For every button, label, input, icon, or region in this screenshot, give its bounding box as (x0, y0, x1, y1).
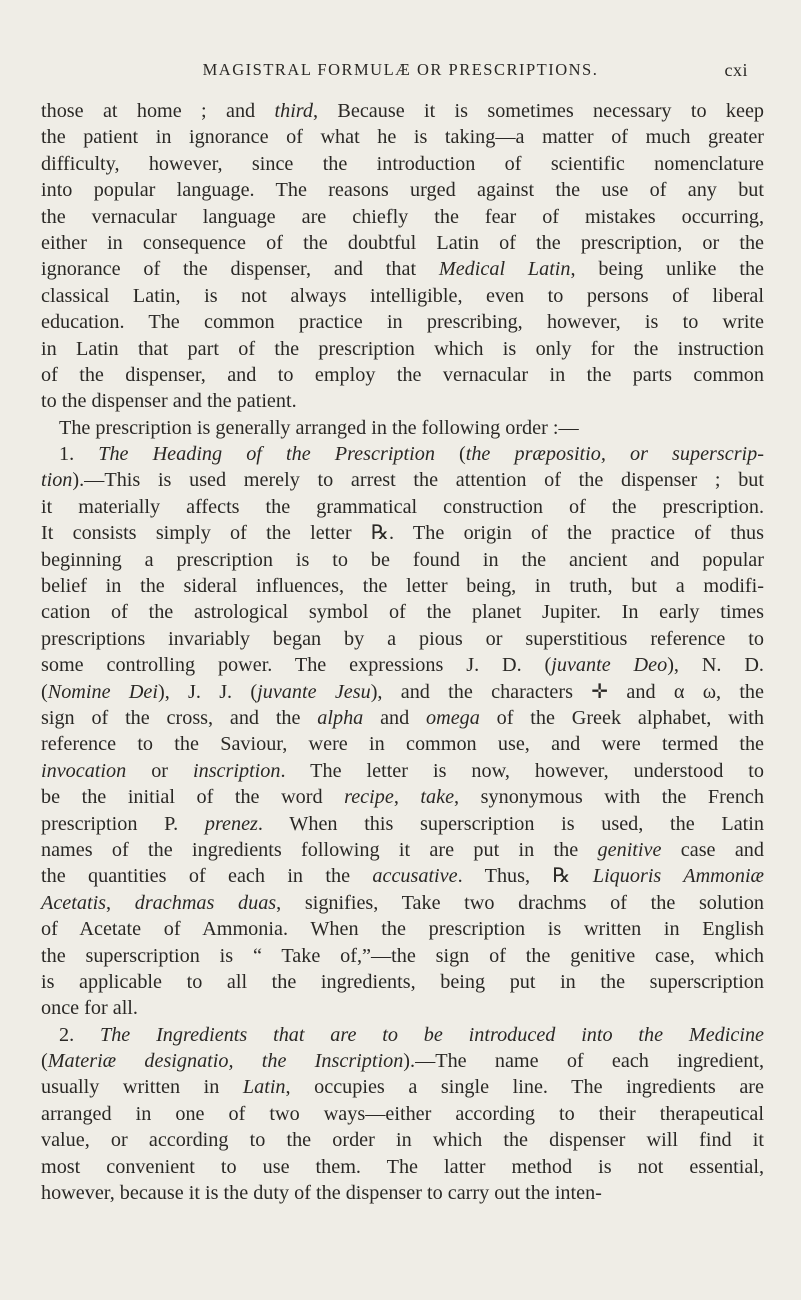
text-line: The prescription is generally arranged in the following order :— (59, 416, 579, 439)
text-line: arranged in one of two ways—either according to their therapeutical (41, 1102, 764, 1125)
text-line: difficulty, however, since the introduction of scientific nomenclature (41, 152, 764, 175)
text-line: it materially affects the grammatical construction of the prescription. (41, 495, 764, 518)
page-number: cxi (724, 60, 748, 80)
text-line: prescriptions invariably began by a pious or superstitious reference to (41, 627, 764, 650)
running-title: MAGISTRAL FORMULÆ OR PRESCRIPTIONS. (202, 60, 599, 79)
text-line: some controlling power. The expressions J. D. (juvante Deo), N. D. (41, 654, 764, 677)
text-line: reference to the Saviour, were in common use, and were termed the (41, 733, 764, 756)
text-line: 1. The Heading of the Prescription (the præpositio, or superscrip- (59, 443, 764, 466)
text-line: the superscription is “ Take of,”—the sign of the genitive case, which (41, 944, 764, 967)
text-line: most convenient to use them. The latter method is not essential, (41, 1155, 764, 1178)
text-line: the quantities of each in the accusative. Thus, ℞ Liquoris Ammoniæ (41, 865, 765, 888)
text-line: once for all. (41, 997, 138, 1020)
text-line: into popular language. The reasons urged against the use of any but (41, 179, 764, 202)
text-line: tion).—This is used merely to arrest the attention of the dispenser ; but (41, 469, 764, 492)
text-line: belief in the sideral influences, the letter being, in truth, but a modifi- (41, 575, 764, 598)
text-line: in Latin that part of the prescription which is only for the instruction (41, 337, 764, 360)
text-line: Acetatis, drachmas duas, signifies, Take two drachms of the solution (41, 891, 765, 914)
text-line: cation of the astrological symbol of the planet Jupiter. In early times (41, 601, 764, 624)
text-line: of Acetate of Ammonia. When the prescription is written in English (41, 918, 764, 941)
text-line: sign of the cross, and the alpha and omega of the Greek alphabet, with (41, 706, 764, 729)
text-line: usually written in Latin, occupies a single line. The ingredients are (41, 1076, 764, 1099)
text-line: the vernacular language are chiefly the fear of mistakes occurring, (41, 205, 764, 228)
text-line: the patient in ignorance of what he is taking—a matter of much greater (41, 126, 764, 149)
text-line: prescription P. prenez. When this superscription is used, the Latin (41, 812, 764, 835)
text-line: of the dispenser, and to employ the vernacular in the parts common (41, 363, 764, 386)
text-line: however, because it is the duty of the dispenser to carry out the inten- (41, 1182, 602, 1205)
text-line: be the initial of the word recipe, take, synonymous with the French (41, 786, 764, 809)
text-line: It consists simply of the letter ℞. The origin of the practice of thus (41, 522, 764, 545)
text-line: names of the ingredients following it are put in the genitive case and (41, 838, 764, 861)
text-line: (Nomine Dei), J. J. (juvante Jesu), and the characters ✛ and α ω, the (41, 680, 764, 703)
text-line: (Materiæ designatio, the Inscription).—The name of each ingredient, (41, 1050, 765, 1073)
text-line: ignorance of the dispenser, and that Medical Latin, being unlike the (41, 258, 764, 281)
text-line: 2. The Ingredients that are to be introduced into the Medicine (59, 1023, 765, 1046)
text-line: beginning a prescription is to be found in the ancient and popular (41, 548, 764, 571)
text-line: is applicable to all the ingredients, being put in the superscription (41, 970, 764, 993)
text-line: those at home ; and third, Because it is sometimes necessary to keep (41, 100, 765, 122)
text-line: to the dispenser and the patient. (41, 390, 297, 413)
running-head (0, 60, 801, 84)
text-line: invocation or inscription. The letter is now, however, understood to (41, 759, 764, 782)
body-text (41, 98, 764, 1206)
text-line: either in consequence of the doubtful Latin of the prescription, or the (41, 231, 764, 254)
text-line: education. The common practice in prescribing, however, is to write (41, 311, 764, 334)
text-line: value, or according to the order in which the dispenser will find it (41, 1129, 764, 1152)
text-line: classical Latin, is not always intelligible, even to persons of liberal (41, 284, 764, 307)
